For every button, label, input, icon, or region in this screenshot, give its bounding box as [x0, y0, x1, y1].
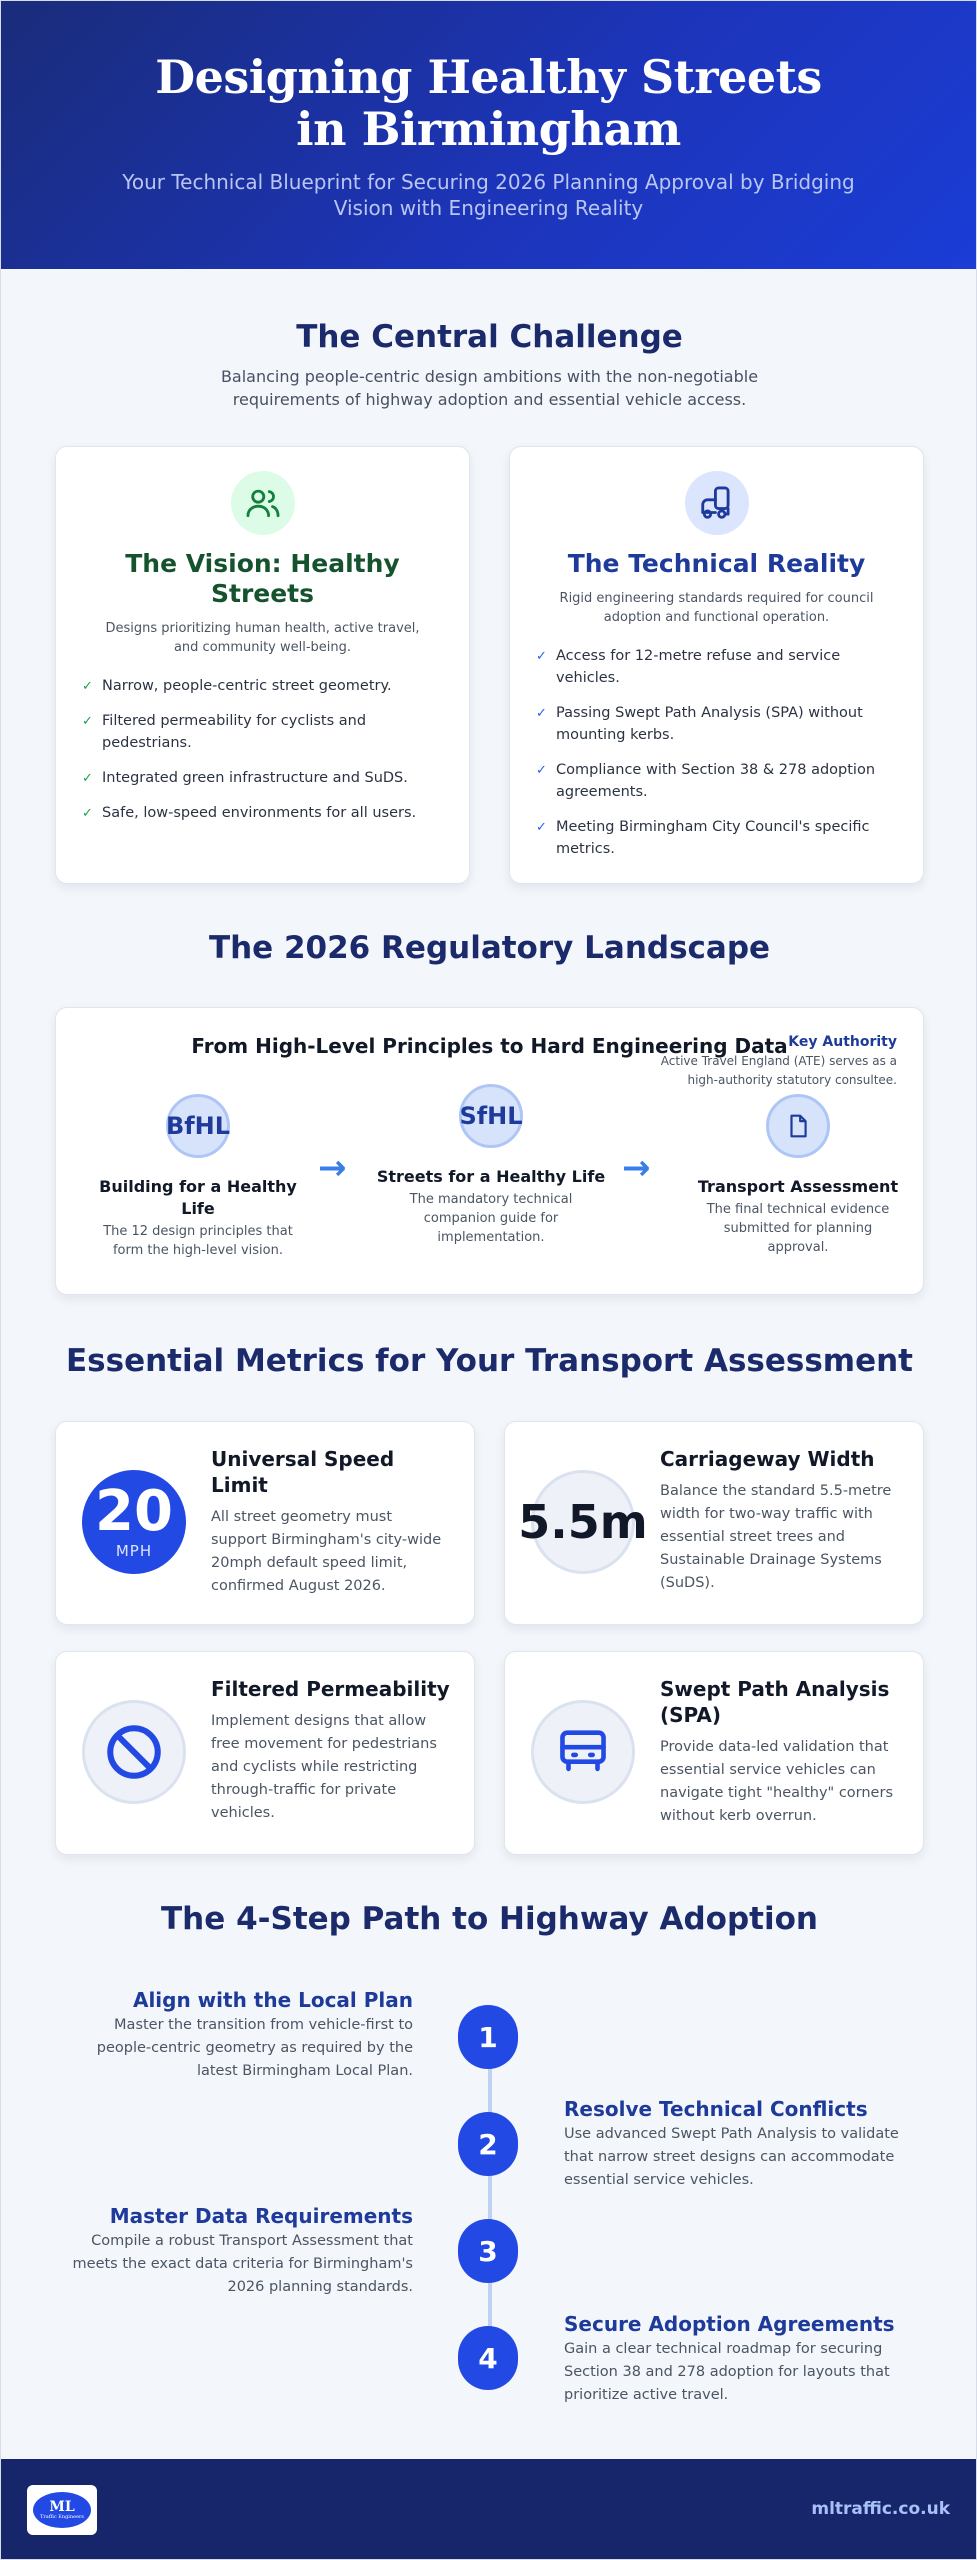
- key-authority-note: [637, 1034, 897, 1090]
- path-step-4: [564, 2312, 914, 2407]
- metric-description: All street geometry must support Birmingham's city-wide 20mph default speed limit, confirmed August 2026.: [211, 1509, 442, 1594]
- width-badge: [518, 1470, 648, 1574]
- path-step-description: Gain a clear technical roadmap for securing Section 38 and 278 adoption for layouts that prioritize active travel.: [564, 2341, 890, 2403]
- step-number-badge: 3: [458, 2219, 518, 2283]
- arrow-right-icon: →: [622, 1148, 651, 1188]
- metric-title: Swept Path Analysis (SPA): [660, 1677, 890, 1727]
- metric-title: Universal Speed Limit: [211, 1447, 395, 1497]
- challenge-title: The Central Challenge: [296, 319, 683, 355]
- path-step-title: Secure Adoption Agreements: [564, 2312, 895, 2336]
- list-item: ✓ Compliance with Section 38 & 278 adoption agreements.: [536, 762, 876, 800]
- regulatory-step-sfhl: [376, 1084, 606, 1247]
- reality-list: [534, 645, 899, 860]
- step-title: Building for a Healthy Life: [99, 1177, 297, 1218]
- check-icon: ✓: [82, 714, 93, 729]
- metrics-title: Essential Metrics for Your Transport Assessment: [66, 1343, 913, 1379]
- check-icon: ✓: [82, 679, 93, 694]
- vision-title: The Vision: Healthy Streets: [125, 549, 400, 608]
- metric-card-speed: [55, 1421, 475, 1625]
- vision-list: [80, 675, 445, 824]
- metric-card-swept-path: [504, 1651, 924, 1855]
- website-link[interactable]: mltraffic.co.uk: [811, 2499, 950, 2519]
- check-icon: ✓: [82, 806, 93, 821]
- list-item: ✓ Safe, low-speed environments for all users.: [80, 802, 445, 824]
- step-description: The 12 design principles that form the high-level vision.: [103, 1224, 293, 1258]
- key-authority-text: Active Travel England (ATE) serves as a high-authority statutory consultee.: [660, 1054, 897, 1087]
- path-step-1: [63, 1988, 413, 2083]
- sfhl-badge: SfHL: [459, 1084, 523, 1148]
- bus-icon: [531, 1700, 635, 1804]
- speed-badge: [82, 1470, 186, 1574]
- list-item: ✓ Meeting Birmingham City Council's specific metrics.: [536, 819, 870, 857]
- reality-card: [509, 446, 924, 884]
- challenge-subtitle: Balancing people-centric design ambitions with the non-negotiable requirements of highway adoption and essential vehicle access.: [220, 367, 759, 409]
- metric-card-permeability: [55, 1651, 475, 1855]
- check-icon: ✓: [536, 649, 547, 664]
- step-number-badge: 1: [458, 2005, 518, 2069]
- step-description: The mandatory technical companion guide for implementation.: [409, 1192, 573, 1245]
- width-value: 5.5m: [518, 1495, 648, 1549]
- path-step-title: Align with the Local Plan: [132, 1988, 413, 2012]
- logo-text: ML: [49, 2498, 75, 2515]
- check-icon: ✓: [536, 706, 547, 721]
- page-title: Designing Healthy Streets in Birmingham: [155, 50, 822, 156]
- arrow-right-icon: →: [318, 1148, 347, 1188]
- reality-description: Rigid engineering standards required for council adoption and functional operation.: [559, 591, 874, 625]
- vision-card: [55, 446, 470, 884]
- regulatory-step-transport-assessment: [683, 1094, 913, 1257]
- speed-unit: MPH: [115, 1542, 153, 1560]
- bfhl-badge: BfHL: [166, 1094, 230, 1158]
- people-icon: [231, 471, 295, 535]
- step-title: Transport Assessment: [697, 1177, 899, 1196]
- timeline-line: [488, 2031, 492, 2351]
- list-item: ✓ Filtered permeability for cyclists and pedestrians.: [82, 713, 367, 751]
- regulatory-heading: From High-Level Principles to Hard Engineering Data: [191, 1034, 788, 1058]
- logo-subtext: Traffic Engineers: [39, 2513, 84, 2520]
- metric-description: Implement designs that allow free movement for pedestrians and cyclists while restricting through-traffic for private vehicles.: [211, 1713, 437, 1821]
- step-number-badge: 2: [458, 2112, 518, 2176]
- vehicle-icon: [685, 471, 749, 535]
- path-title: The 4-Step Path to Highway Adoption: [161, 1901, 818, 1937]
- regulatory-card: [55, 1007, 924, 1295]
- regulatory-title: The 2026 Regulatory Landscape: [208, 930, 771, 966]
- key-authority-label: Key Authority: [788, 1034, 897, 1050]
- path-step-3: [63, 2204, 413, 2299]
- speed-value: 20: [95, 1479, 173, 1544]
- list-item: ✓ Access for 12-metre refuse and service vehicles.: [536, 648, 841, 686]
- metric-card-carriageway: [504, 1421, 924, 1625]
- check-icon: ✓: [536, 820, 547, 835]
- document-icon: [766, 1094, 830, 1158]
- list-item: ✓ Integrated green infrastructure and SuDS.: [80, 767, 445, 789]
- step-description: The final technical evidence submitted for planning approval.: [706, 1202, 890, 1255]
- footer: [1, 2459, 977, 2560]
- company-logo[interactable]: [27, 2485, 97, 2535]
- step-number-badge: 4: [458, 2326, 518, 2390]
- path-step-title: Master Data Requirements: [109, 2204, 413, 2228]
- path-step-description: Use advanced Swept Path Analysis to validate that narrow street designs can accommodate essential service vehicles.: [564, 2126, 899, 2188]
- page-subtitle: Your Technical Blueprint for Securing 2026 Planning Approval by Bridging Vision with Engineering Reality: [122, 170, 855, 220]
- path-step-description: Master the transition from vehicle-first to people-centric geometry as required by the latest Birmingham Local Plan.: [96, 2017, 413, 2079]
- check-icon: ✓: [82, 771, 93, 786]
- step-title: Streets for a Healthy Life: [376, 1167, 606, 1186]
- check-icon: ✓: [536, 763, 547, 778]
- metric-description: Balance the standard 5.5-metre width for two-way traffic with essential street trees and Sustainable Drainage Systems (SuDS).: [660, 1483, 892, 1591]
- central-challenge-section: [1, 319, 977, 411]
- metric-description: Provide data-led validation that essential service vehicles can navigate tight "healthy" corners without kerb overrun.: [660, 1739, 893, 1824]
- path-step-2: [564, 2097, 914, 2192]
- list-item: ✓ Passing Swept Path Analysis (SPA) without mounting kerbs.: [536, 705, 863, 743]
- metric-title: Filtered Permeability: [211, 1677, 450, 1701]
- reality-title: The Technical Reality: [567, 549, 866, 578]
- hero-header: [1, 1, 976, 269]
- regulatory-step-bfhl: [83, 1094, 313, 1260]
- no-entry-icon: [82, 1700, 186, 1804]
- challenge-cards: [55, 446, 924, 884]
- vision-description: Designs prioritizing human health, active travel, and community well-being.: [105, 621, 420, 655]
- list-item: ✓ Narrow, people-centric street geometry.: [80, 675, 445, 697]
- path-step-title: Resolve Technical Conflicts: [564, 2097, 868, 2121]
- metric-title: Carriageway Width: [660, 1447, 875, 1471]
- path-step-description: Compile a robust Transport Assessment that meets the exact data criteria for Birmingham's 2026 planning standards.: [72, 2233, 413, 2295]
